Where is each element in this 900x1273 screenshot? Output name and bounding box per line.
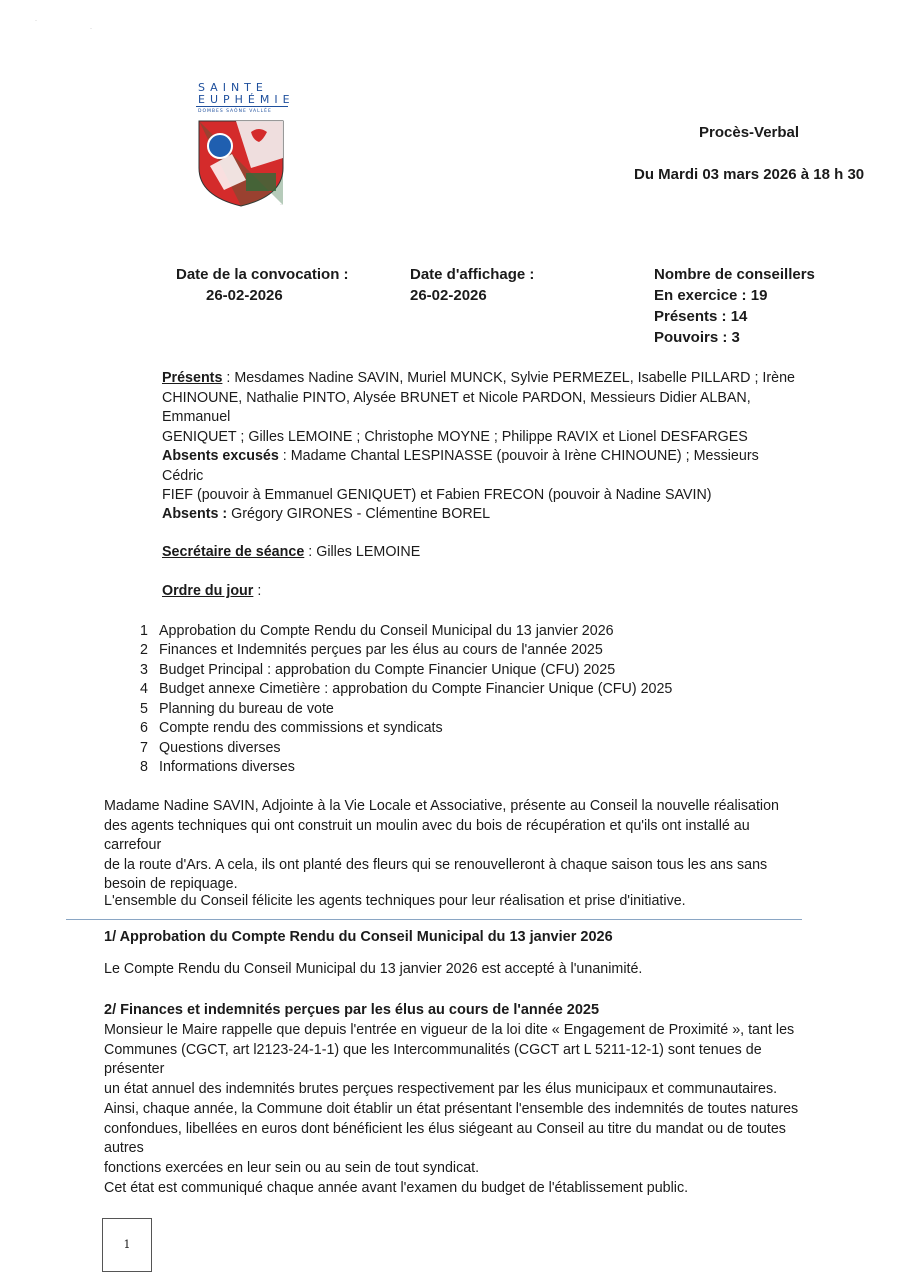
scan-speck: · [90, 26, 92, 32]
presents-label: Présents [162, 370, 223, 386]
agenda-label: Questions diverses [159, 739, 281, 756]
excuses-line: FIEF (pouvoir à Emmanuel GENIQUET) et Fabien FRECON (pouvoir à Nadine SAVIN) [162, 487, 712, 503]
section2-line: un état annuel des indemnités brutes perçues respectivement par les élus municipaux et communautaires. [104, 1080, 778, 1097]
intro-line: Madame Nadine SAVIN, Adjointe à la Vie Locale et Associative, présente au Conseil la nouvelle réalisation [104, 798, 780, 814]
scan-speck: · [35, 18, 37, 24]
felicitations-text: L'ensemble du Conseil félicite les agents techniques pour leur réalisation et prise d'initiative. [104, 893, 686, 909]
secretaire-label: Secrétaire de séance [162, 544, 305, 560]
agenda-number: 4 [140, 681, 148, 698]
ordre-label: Ordre du jour [162, 583, 254, 599]
municipal-logo [192, 80, 295, 210]
agenda-item [128, 758, 672, 778]
agenda-number: 3 [140, 661, 148, 678]
section2-para2 [104, 1100, 804, 1178]
excuses-label: Absents excusés [162, 448, 279, 464]
presents-line: : Mesdames Nadine SAVIN, Muriel MUNCK, Sylvie PERMEZEL, Isabelle PILLARD ; Irène [222, 370, 796, 386]
logo-tagline: DOMBES SAÔNE VALLÉE [198, 109, 272, 114]
section-divider [66, 919, 802, 920]
intro-line: des agents techniques qui ont construit un moulin avec du bois de récupération et qu'ils ont installé au carrefour [104, 817, 750, 853]
document-type: Procès-Verbal [699, 124, 800, 141]
agenda-item [128, 641, 672, 661]
convocation-date: 26-02-2026 [206, 287, 283, 304]
ordre-heading [162, 582, 261, 602]
conseillers-label: Nombre de conseillers [654, 266, 815, 283]
section2-line: fonctions exercées en leur sein ou au sein de tout syndicat. [104, 1159, 480, 1176]
section2-title: 2/ Finances et indemnités perçues par les élus au cours de l'année 2025 [104, 1002, 600, 1018]
logo-line1: SAINTE [198, 81, 268, 94]
agenda-label: Compte rendu des commissions et syndicats [159, 720, 443, 737]
agenda-label: Informations diverses [159, 759, 295, 776]
section2-para1 [104, 1021, 804, 1099]
intro-paragraph [104, 797, 804, 895]
absents-text: Grégory GIRONES - Clémentine BOREL [227, 506, 491, 522]
agenda-item [128, 738, 672, 758]
agenda-list [128, 621, 672, 777]
section2-line: confondues, libellées en euros dont bénéficient les élus siégeant au Conseil au titre du mandat ou de toutes autres [104, 1120, 786, 1156]
secretaire-text: : Gilles LEMOINE [304, 544, 421, 560]
logo-line2: EUPHÉMIE [198, 93, 295, 106]
section1-text: Le Compte Rendu du Conseil Municipal du 13 janvier 2026 est accepté à l'unanimité. [104, 961, 643, 977]
logo-mark: · [280, 202, 282, 208]
section2-line: Communes (CGCT, art l2123-24-1-1) que les Intercommunalités (CGCT art L 5211-12-1) sont tenues de présenter [104, 1041, 762, 1077]
convocation-label: Date de la convocation : [176, 266, 349, 283]
excuses-line: : Madame Chantal LESPINASSE (pouvoir à Irène CHINOUNE) ; Messieurs Cédric [162, 448, 759, 484]
agenda-label: Approbation du Compte Rendu du Conseil Municipal du 13 janvier 2026 [159, 622, 614, 639]
presents-paragraph [162, 369, 802, 447]
section2-para3: Cet état est communiqué chaque année avant l'examen du budget de l'établissement public. [104, 1180, 689, 1196]
section1-title: 1/ Approbation du Compte Rendu du Conseil Municipal du 13 janvier 2026 [104, 929, 613, 945]
presents-line: GENIQUET ; Gilles LEMOINE ; Christophe MOYNE ; Philippe RAVIX et Lionel DESFARGES [162, 428, 748, 445]
coat-of-arms-icon [196, 118, 286, 208]
agenda-label: Budget Principal : approbation du Compte Financier Unique (CFU) 2025 [159, 661, 616, 678]
absents-label: Absents : [162, 506, 228, 522]
agenda-number: 1 [140, 622, 148, 639]
affichage-block [410, 264, 534, 306]
en-exercice: En exercice : 19 [654, 287, 768, 304]
ordre-colon: : [253, 583, 262, 599]
agenda-number: 6 [140, 720, 148, 737]
agenda-label: Planning du bureau de vote [159, 700, 334, 717]
convocation-block [176, 264, 349, 306]
excuses-paragraph [162, 447, 802, 506]
agenda-number: 2 [140, 642, 148, 659]
agenda-item [128, 699, 672, 719]
agenda-item [128, 621, 672, 641]
affichage-date: 26-02-2026 [410, 287, 487, 304]
section2-line: Ainsi, chaque année, la Commune doit établir un état présentant l'ensemble des indemnités de toutes natures [104, 1101, 799, 1117]
agenda-item [128, 719, 672, 739]
affichage-label: Date d'affichage : [410, 266, 535, 283]
agenda-item [128, 680, 672, 700]
conseillers-block [654, 264, 815, 348]
intro-line: besoin de repiquage. [104, 876, 238, 892]
presents-line: CHINOUNE, Nathalie PINTO, Alysée BRUNET et Nicole PARDON, Messieurs Didier ALBAN, Emmanuel [162, 389, 751, 425]
meeting-date: Du Mardi 03 mars 2026 à 18 h 30 [634, 166, 865, 183]
agenda-item [128, 660, 672, 680]
secretaire-paragraph [162, 543, 420, 563]
agenda-number: 8 [140, 759, 148, 776]
agenda-label: Budget annexe Cimetière : approbation du Compte Financier Unique (CFU) 2025 [159, 681, 673, 698]
page-number: 1 [102, 1218, 152, 1272]
absents-paragraph [162, 505, 490, 525]
intro-line: de la route d'Ars. A cela, ils ont planté des fleurs qui se renouvelleront à chaque saison tous les ans sans [104, 856, 768, 873]
section2-line: Monsieur le Maire rappelle que depuis l'entrée en vigueur de la loi dite « Engagement de Proximité », tant les [104, 1022, 795, 1038]
agenda-label: Finances et Indemnités perçues par les élus au cours de l'année 2025 [159, 642, 603, 659]
presents-count: Présents : 14 [654, 308, 748, 325]
agenda-number: 7 [140, 739, 148, 756]
agenda-number: 5 [140, 700, 148, 717]
pouvoirs-count: Pouvoirs : 3 [654, 329, 740, 346]
